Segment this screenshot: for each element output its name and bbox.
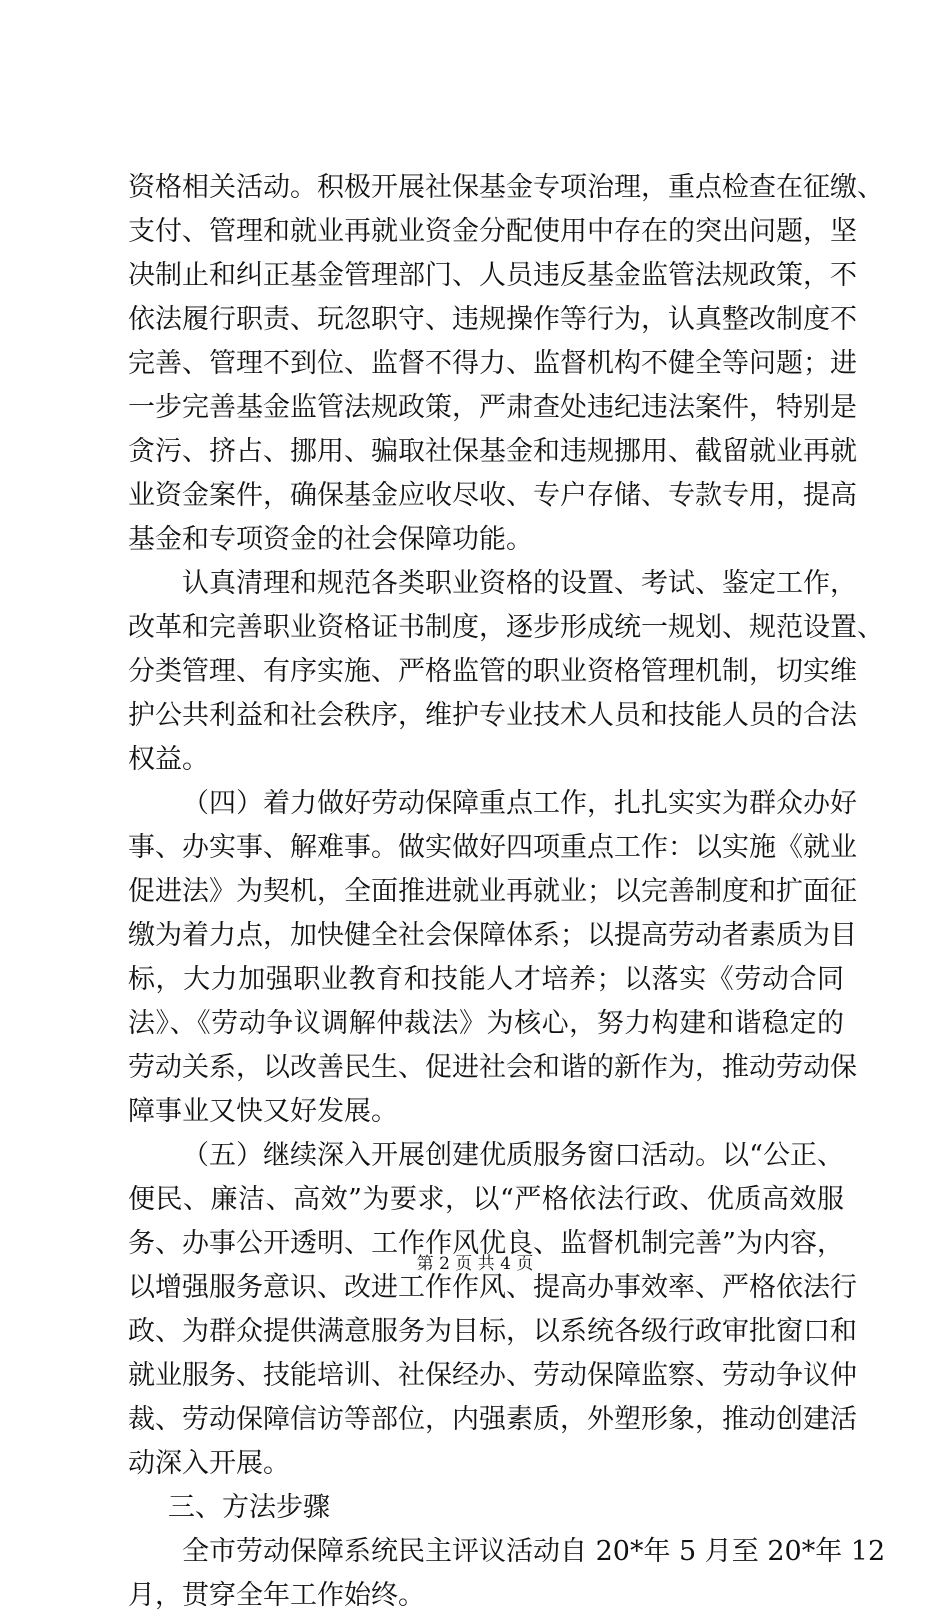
text-line: 标，大力加强职业教育和技能人才培养；以落实《劳动合同 (128, 964, 844, 995)
text-line: 事、办实事、解难事。做实做好四项重点工作：以实施《就业 (128, 832, 857, 863)
paragraph-first-line: 全市劳动保障系统民主评议活动自 20*年 5 月至 20*年 12 (182, 1536, 886, 1567)
text-line: 法》、《劳动争议调解仲裁法》为核心，努力构建和谐稳定的 (128, 1008, 844, 1039)
text-line: 分类管理、有序实施、严格监管的职业资格管理机制，切实维 (128, 656, 857, 687)
text-line: 权益。 (128, 744, 209, 775)
text-line: 业资金案件，确保基金应收尽收、专户存储、专款专用，提高 (128, 480, 857, 511)
paragraph-first-line: 认真清理和规范各类职业资格的设置、考试、鉴定工作， (182, 568, 857, 599)
text-line: 裁、劳动保障信访等部位，内强素质，外塑形象，推动创建活 (128, 1404, 857, 1435)
text-line: 贪污、挤占、挪用、骗取社保基金和违规挪用、截留就业再就 (128, 436, 857, 467)
text-line: 便民、廉洁、高效”为要求，以“严格依法行政、优质高效服 (128, 1184, 844, 1215)
document-body (128, 166, 886, 1618)
text-line: 月，贯穿全年工作始终。 (128, 1580, 425, 1611)
text-line: 支付、管理和就业再就业资金分配使用中存在的突出问题，坚 (128, 216, 857, 247)
paragraph-first-line: （四）着力做好劳动保障重点工作，扎扎实实为群众办好 (182, 788, 857, 819)
text-line: 一步完善基金监管法规政策，严肃查处违纪违法案件，特别是 (128, 392, 857, 423)
text-line: 基金和专项资金的社会保障功能。 (128, 524, 533, 555)
text-line: 政、为群众提供满意服务为目标，以系统各级行政审批窗口和 (128, 1316, 857, 1347)
section-heading: 三、方法步骤 (168, 1492, 330, 1523)
text-line: 决制止和纠正基金管理部门、人员违反基金监管法规政策，不 (128, 260, 857, 291)
text-line: 促进法》为契机，全面推进就业再就业；以完善制度和扩面征 (128, 876, 857, 907)
text-line: 缴为着力点，加快健全社会保障体系；以提高劳动者素质为目 (128, 920, 857, 951)
paragraph-first-line: （五）继续深入开展创建优质服务窗口活动。以“公正、 (182, 1140, 844, 1171)
text-line: 改革和完善职业资格证书制度，逐步形成统一规划、规范设置、 (128, 612, 884, 643)
text-line: 劳动关系，以改善民生、促进社会和谐的新作为，推动劳动保 (128, 1052, 857, 1083)
text-line: 依法履行职责、玩忽职守、违规操作等行为，认真整改制度不 (128, 304, 857, 335)
text-line: 资格相关活动。积极开展社保基金专项治理，重点检查在征缴、 (128, 172, 884, 203)
text-line: 务、办事公开透明、工作作风优良、监督机制完善”为内容， (128, 1228, 844, 1259)
text-line: 障事业又快又好发展。 (128, 1096, 398, 1127)
text-line: 就业服务、技能培训、社保经办、劳动保障监察、劳动争议仲 (128, 1360, 857, 1391)
text-line: 护公共利益和社会秩序，维护专业技术人员和技能人员的合法 (128, 700, 857, 731)
text-line: 以增强服务意识、改进工作作风、提高办事效率、严格依法行 (128, 1272, 857, 1303)
text-line: 动深入开展。 (128, 1448, 290, 1479)
text-line: 完善、管理不到位、监督不得力、监督机构不健全等问题；进 (128, 348, 857, 379)
page-number-footer: 第 2 页 共 4 页 (416, 1254, 534, 1274)
